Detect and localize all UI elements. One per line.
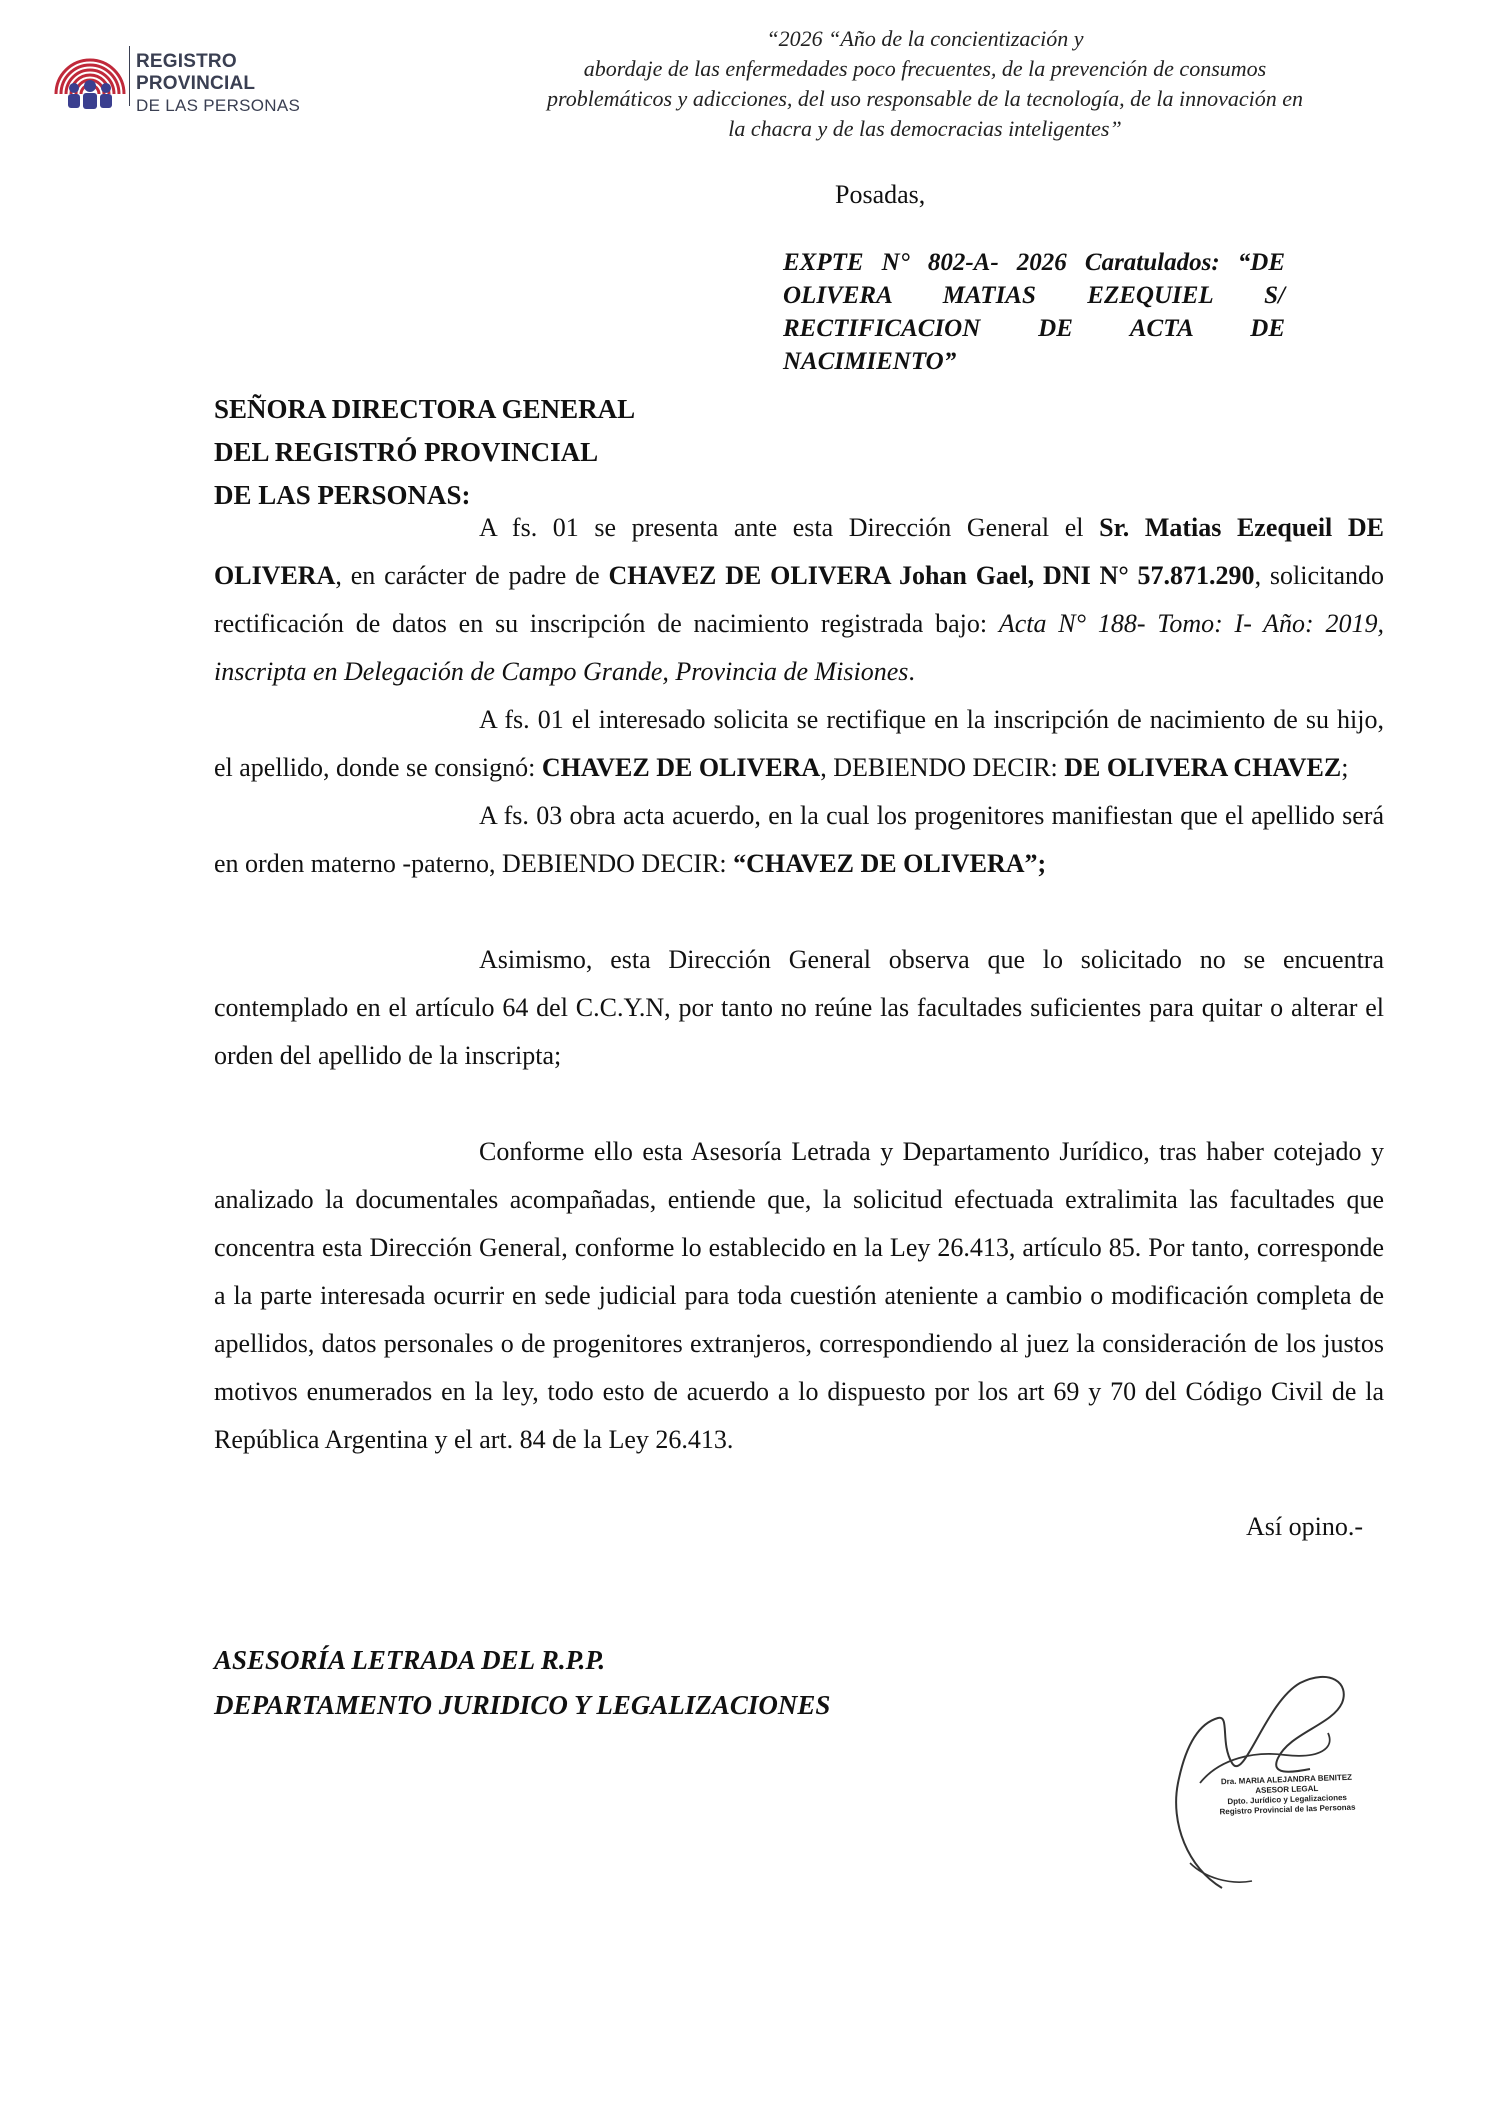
paragraph-bold: “CHAVEZ DE OLIVERA”;: [733, 849, 1047, 878]
addressee: [214, 388, 635, 517]
registro-logo-icon: [50, 36, 130, 116]
addressee-line: SEÑORA DIRECTORA GENERAL: [214, 394, 636, 424]
case-reference-line: RECTIFICACION DE ACTA DE: [783, 315, 1285, 342]
case-reference-line: OLIVERA MATIAS EZEQUIEL S/: [783, 282, 1285, 309]
paragraph-2: [214, 696, 1384, 792]
place-line: Posadas,: [835, 180, 926, 209]
paragraph-text: A fs. 03 obra acta acuerdo, en la cual los progenitores manifiestan que el apellido será en orden materno -paterno, DEBIENDO DECIR:: [214, 801, 1384, 878]
stamp-line: Dra. MARIA ALEJANDRA BENITEZ: [1220, 1772, 1353, 1787]
logo-line-2: DE LAS PERSONAS: [136, 96, 301, 115]
paragraph-text: A fs. 01 se presenta ante esta Dirección General el: [479, 513, 1100, 542]
stamp-line: Registro Provincial de las Personas: [1219, 1802, 1356, 1817]
paragraph-bold: DE OLIVERA CHAVEZ: [1064, 753, 1342, 782]
signoff-line: DEPARTAMENTO JURIDICO Y LEGALIZACIONES: [214, 1690, 831, 1720]
motto-line: la chacra y de las democracias inteligentes”: [728, 116, 1122, 141]
paragraph-text: A fs. 01 el interesado solicita se rectifique en la inscripción de nacimiento de su hijo, el apellido, donde se consignó:: [214, 705, 1384, 782]
logo-line-1: REGISTRO PROVINCIAL: [136, 51, 256, 94]
logo: [50, 36, 350, 116]
paragraph-bold: Sr. Matias Ezequeil DE OLIVERA: [214, 513, 1384, 590]
paragraph-bold: CHAVEZ DE OLIVERA: [541, 753, 821, 782]
paragraph-bold: CHAVEZ DE OLIVERA Johan Gael, DNI N° 57.871.290: [608, 561, 1255, 590]
stamp-line: Dpto. Jurídico y Legalizaciones: [1227, 1792, 1348, 1807]
paragraph-text: ;: [1341, 753, 1349, 782]
motto-line: “2026 “Año de la concientización y: [766, 26, 1084, 51]
paragraph-4: Asimismo, esta Dirección General observa que lo solicitado no se encuentra contemplado en el artículo 64 del C.C.Y.N, por tanto no reúne las facultades suficientes para quitar o alterar el orden del apellido de la inscripta;: [214, 945, 1384, 1070]
case-reference-line: EXPTE N° 802-A- 2026 Caratulados: “DE: [783, 249, 1285, 276]
document-body: [214, 504, 1384, 1464]
stamp-line: ASESOR LEGAL: [1255, 1783, 1319, 1796]
paragraph-5: Conforme ello esta Asesoría Letrada y Departamento Jurídico, tras haber cotejado y analizado la documentales acompañadas, entiende que, la solicitud efectuada extralimita las facultades que concentra esta Dirección General, conforme lo establecido en la Ley 26.413, artículo 85. Por tanto, corresponde a la parte interesada ocurrir en sede judicial para toda cuestión ateniente a cambio o modificación completa de apellidos, datos personales o de progenitores extranjeros, correspondiendo al juez la consideración de los justos motivos enumerados en la ley, todo esto de acuerdo a lo dispuesto por los art 69 y 70 del Código Civil de la República Argentina y el art. 84 de la Ley 26.413.: [214, 1137, 1384, 1454]
addressee-line: DE LAS PERSONAS:: [214, 480, 471, 510]
signoff-line: ASESORÍA LETRADA DEL R.P.P.: [214, 1645, 606, 1675]
paragraph-italic: Acta N° 188- Tomo: I- Año: 2019, inscripta en Delegación de Campo Grande, Provincia de Misiones: [214, 609, 1384, 686]
signoff: [214, 1638, 830, 1728]
paragraph-3: [214, 792, 1384, 888]
header-motto: [470, 24, 1380, 144]
paragraph-text: , en carácter de padre de: [335, 561, 609, 590]
paragraph-text: .: [908, 657, 915, 686]
case-reference: [783, 246, 1285, 378]
motto-line: problemáticos y adicciones, del uso responsable de la tecnología, de la innovación en: [547, 86, 1303, 111]
case-reference-line: NACIMIENTO”: [783, 348, 957, 375]
official-stamp: [1207, 1772, 1366, 1817]
paragraph-text: , solicitando rectificación de datos en su inscripción de nacimiento registrada bajo:: [214, 561, 1384, 638]
addressee-line: DEL REGISTRÓ PROVINCIAL: [214, 437, 599, 467]
paragraph-1: [214, 504, 1384, 696]
motto-line: abordaje de las enfermedades poco frecuentes, de la prevención de consumos: [583, 56, 1267, 81]
closing-remark: Así opino.-: [1246, 1512, 1363, 1541]
paragraph-text: , DEBIENDO DECIR:: [820, 753, 1065, 782]
